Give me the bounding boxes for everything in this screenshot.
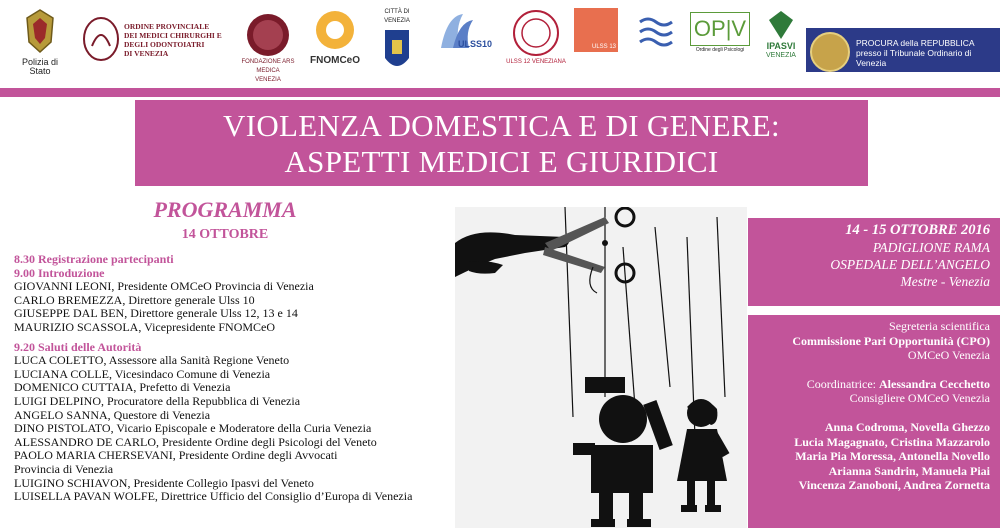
wave-logo — [633, 8, 679, 58]
list-item: GIOVANNI LEONI, Presidente OMCeO Provincia di Venezia — [14, 279, 314, 294]
member-line: Lucia Magagnato, Cristina Mazzarolo — [794, 434, 990, 449]
polizia-logo — [14, 8, 66, 76]
page-title — [135, 100, 868, 186]
ulss12-caption: ULSS 12 VENEZIANA — [506, 59, 566, 65]
fondazione-seal-icon — [241, 8, 295, 58]
venice-crest-icon — [382, 26, 412, 76]
omceo-line: ORDINE PROVINCIALE — [124, 22, 210, 31]
list-item: Provincia di Venezia — [14, 461, 114, 476]
coord-name: Alessandra Cecchetto — [879, 376, 990, 391]
intro-heading: 9.00 Introduzione — [14, 265, 105, 280]
member-line: Vincenza Zanoboni, Andrea Zornetta — [798, 478, 990, 493]
list-item: DINO PISTOLATO, Vicario Episcopale e Moderatore della Curia Venezia — [14, 421, 372, 436]
accent-stripe — [0, 88, 1000, 97]
list-item: LUISELLA PAVAN WOLFE, Direttrice Ufficio del Consiglio d’Europa di Venezia — [14, 489, 413, 504]
member-line: Anna Codroma, Novella Ghezzo — [824, 419, 990, 434]
list-item: ALESSANDRO DE CARLO, Presidente Ordine degli Psicologi del Veneto — [14, 434, 377, 449]
omceo-line: DEI MEDICI CHIRURGHI E — [124, 31, 222, 40]
logo-bar — [0, 0, 1000, 88]
ulss13-caption: ULSS 13 — [591, 44, 616, 50]
puppet-illustration — [455, 207, 747, 528]
polizia-emblem-icon — [23, 8, 57, 54]
spacer — [748, 363, 990, 377]
segreteria-label: Segreteria scientifica — [889, 319, 990, 333]
opv-logo — [688, 8, 752, 55]
program-list — [14, 253, 454, 504]
omceo-line: DEGLI ODONTOIATRI — [124, 40, 205, 49]
puppet-scissors-icon — [455, 207, 747, 528]
ipasvi-caption: IPASVI — [766, 41, 796, 51]
event-info-box — [748, 218, 1000, 306]
omceo-logo-text — [124, 22, 222, 58]
event-city: Mestre - Venezia — [900, 274, 990, 289]
ulss10-caption: ULSS10 — [457, 39, 492, 49]
citta-logo — [372, 8, 422, 76]
procura-text — [856, 38, 1000, 68]
fnomceo-logo — [307, 8, 363, 65]
omceo-line: DI VENEZIA — [124, 49, 169, 58]
list-item: GIUSEPPE DAL BEN, Direttore generale Ulss 12, 13 e 14 — [14, 306, 298, 321]
list-item: LUCA COLETTO, Assessore alla Sanità Regione Veneto — [14, 353, 290, 368]
commission-name: Commissione Pari Opportunità (CPO) — [792, 333, 990, 348]
title-line2: ASPETTI MEDICI E GIURIDICI — [284, 144, 719, 179]
ulss13-block — [574, 8, 618, 52]
fnomceo-icon — [313, 8, 357, 52]
ulss10-logo — [432, 8, 494, 49]
citta-caption: CITTÀ DI VENEZIA — [384, 9, 410, 24]
registration-heading: 8.30 Registrazione partecipanti — [14, 252, 174, 266]
member-line: Maria Pia Moressa, Antonella Novello — [795, 449, 990, 464]
procura-line1: PROCURA della REPUBBLICA — [856, 38, 975, 48]
ipasvi-icon — [766, 8, 796, 42]
procura-banner — [806, 28, 1000, 72]
fondazione-city: VENEZIA — [255, 77, 281, 83]
omceo-seal-icon — [82, 16, 120, 62]
segreteria-box — [748, 315, 1000, 528]
fondazione-logo — [240, 8, 296, 85]
commission-org: OMCeO Venezia — [907, 348, 990, 363]
event-venue2: OSPEDALE DELL’ANGELO — [830, 257, 990, 272]
procura-line2: presso il Tribunale Ordinario di Venezia — [856, 48, 972, 68]
ipasvi-logo — [760, 8, 802, 60]
list-item: LUIGI DELPINO, Procuratore della Repubblica di Venezia — [14, 393, 301, 408]
list-item: DOMENICO CUTTAIA, Prefetto di Venezia — [14, 380, 231, 395]
list-item: ANGELO SANNA, Questore di Venezia — [14, 407, 211, 422]
saluti-heading: 9.20 Saluti delle Autorità — [14, 339, 142, 354]
programma-heading: PROGRAMMA — [153, 197, 297, 222]
waves-icon — [636, 8, 676, 58]
opv-box: OP|V — [690, 12, 750, 46]
ipasvi-city: VENEZIA — [766, 52, 796, 59]
ulss12-seal-icon — [511, 8, 561, 58]
list-item: LUIGINO SCHIAVON, Presidente Collegio Ipasvi del Veneto — [14, 475, 314, 490]
ulss13-logo — [573, 8, 619, 52]
fondazione-caption: FONDAZIONE ARS MEDICA — [241, 59, 295, 74]
opv-caption: Ordine degli Psicologi — [695, 47, 745, 53]
list-item: CARLO BREMEZZA, Direttore generale Ulss 10 — [14, 292, 255, 307]
coord-role: Consigliere OMCeO Venezia — [849, 391, 990, 406]
title-line1: VIOLENZA DOMESTICA E DI GENERE: — [223, 108, 780, 143]
list-item: MAURIZIO SCASSOLA, Vicepresidente FNOMCeO — [14, 319, 276, 334]
ulss12-logo — [505, 8, 567, 67]
event-dates: 14 - 15 OTTOBRE 2016 — [845, 222, 990, 238]
program-date: 14 OTTOBRE — [181, 227, 269, 242]
procura-seal-icon — [810, 32, 850, 72]
ulss10-icon — [433, 8, 493, 58]
polizia-caption: Polizia di Stato — [21, 57, 59, 76]
omceo-seal — [82, 16, 120, 67]
coord-label: Coordinatrice: — [806, 376, 880, 391]
list-item: PAOLO MARIA CHERSEVANI, Presidente Ordine degli Avvocati — [14, 448, 338, 463]
member-line: Arianna Sandrin, Manuela Piai — [828, 463, 990, 478]
fnomceo-caption: FNOMCeO — [310, 55, 360, 66]
event-venue1: PADIGLIONE RAMA — [872, 240, 990, 255]
coordinatrice-line — [748, 377, 990, 392]
list-item: LUCIANA COLLE, Vicesindaco Comune di Venezia — [14, 366, 271, 381]
spacer — [748, 406, 990, 420]
